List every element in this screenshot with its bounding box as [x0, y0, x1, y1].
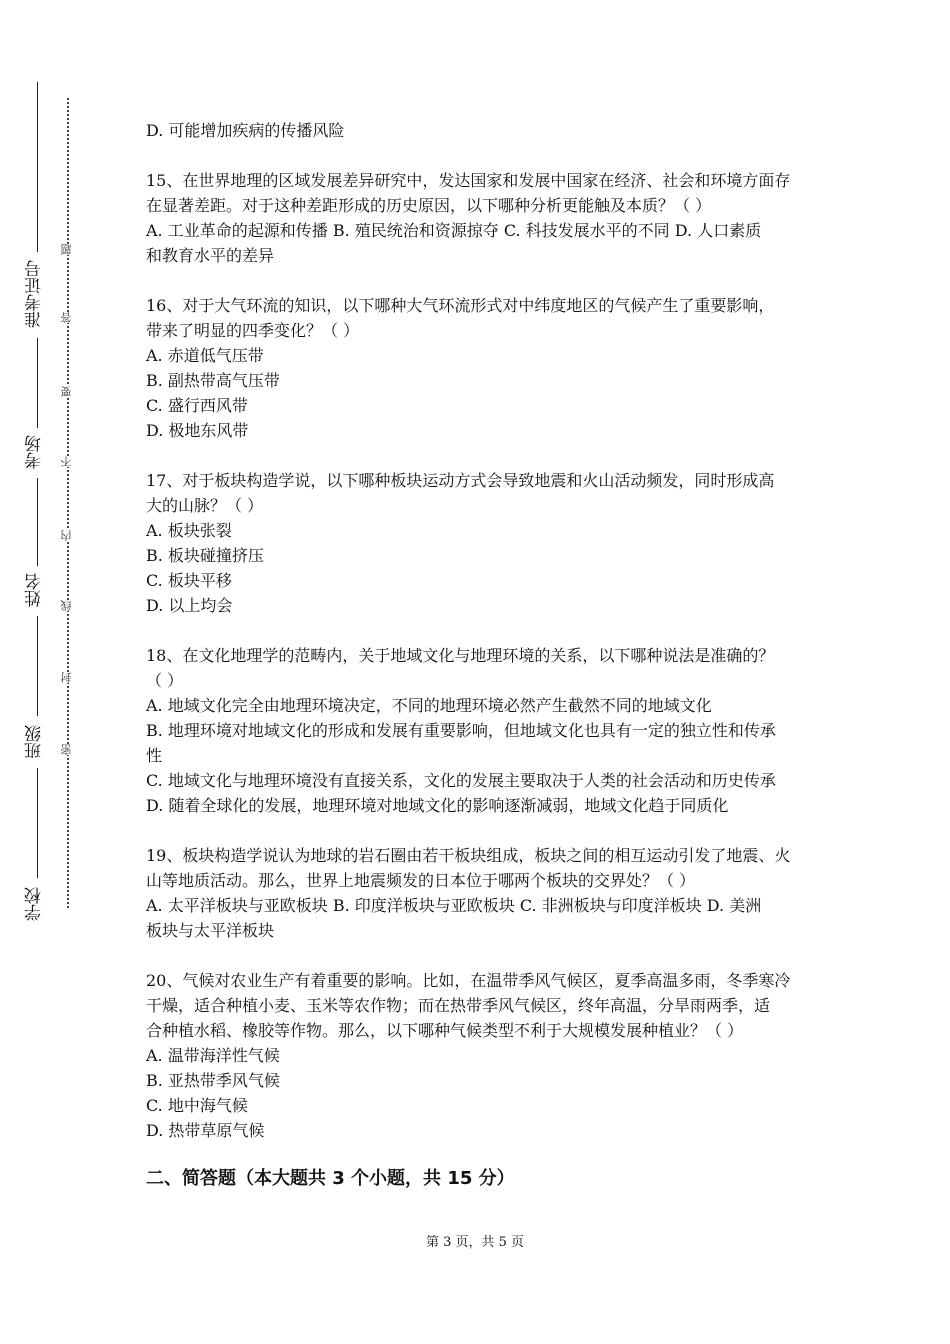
question-17 [146, 468, 814, 618]
section-heading: 二、简答题（本大题共 3 个小题，共 15 分） [146, 1168, 515, 1189]
q15-options-line: 和教育水平的差异 [146, 246, 275, 265]
question-18 [146, 643, 814, 818]
q19-stem-line: 山等地质活动。那么，世界上地震频发的日本位于哪两个板块的交界处？（ ） [146, 871, 696, 890]
q15-options-line: A. 工业革命的起源和传播 B. 殖民统治和资源掠夺 C. 科技发展水平的不同 D. 人口素质 [146, 221, 762, 240]
seal-word: 封 [60, 672, 73, 683]
seal-word: 密 [60, 744, 73, 755]
q20-stem-line: 干燥，适合种植小麦、玉米等农作物；而在热带季风气候区，终年高温，分旱雨两季，适 [146, 996, 771, 1015]
q17-option: C. 板块平移 [146, 571, 232, 590]
q16-option: B. 副热带高气压带 [146, 371, 280, 390]
q14-option-d: D. 可能增加疾病的传播风险 [146, 121, 345, 140]
q15-stem-line: 在显著差距。对于这种差距形成的历史原因，以下哪种分析更能触及本质？（ ） [146, 196, 712, 215]
q18-option: A. 地域文化完全由地理环境决定，不同的地理环境必然产生截然不同的地域文化 [146, 696, 712, 715]
q17-option: A. 板块张裂 [146, 521, 232, 540]
q19-options-line: A. 太平洋板块与亚欧板块 B. 印度洋板块与亚欧板块 C. 非洲板块与印度洋板块 D. 美洲 [146, 896, 762, 915]
q17-stem-line: 大的山脉？（ ） [146, 496, 264, 515]
q19-stem-line: 19、板块构造学说认为地球的岩石圈由若干板块组成，板块之间的相互运动引发了地震、火 [146, 846, 791, 865]
exam-room-label: 考场 [25, 435, 45, 469]
q20-option: A. 温带海洋性气候 [146, 1046, 280, 1065]
school-label: 学校 [25, 887, 45, 921]
seal-word: 内 [60, 530, 73, 541]
q17-option: B. 板块碰撞挤压 [146, 546, 264, 565]
q20-stem-line: 20、气候对农业生产有着重要的影响。比如，在温带季风气候区，夏季高温多雨，冬季寒冷 [146, 971, 791, 990]
seal-word: 要 [60, 386, 73, 397]
question-content [146, 118, 814, 1143]
q20-stem-line: 合种植水稻、橡胶等作物。那么，以下哪种气候类型不利于大规模发展种植业？（ ） [146, 1021, 744, 1040]
seal-dotted-line [67, 98, 69, 908]
name-label: 姓名 [25, 573, 45, 607]
q16-stem-line: 16、对于大气环流的知识，以下哪种大气环流形式对中纬度地区的气候产生了重要影响， [146, 296, 775, 315]
seal-word: 不 [60, 456, 73, 467]
question-19 [146, 843, 814, 943]
page-number: 第 3 页，共 5 页 [425, 1235, 525, 1250]
q18-stem-line: （ ） [146, 671, 184, 690]
q19-options-line: 板块与太平洋板块 [146, 921, 275, 940]
class-line [37, 616, 38, 716]
q18-stem-line: 18、在文化地理学的范畴内，关于地域文化与地理环境的关系，以下哪种说法是准确的？ [146, 646, 775, 665]
q16-option: C. 盛行西风带 [146, 396, 248, 415]
q15-stem-line: 15、在世界地理的区域发展差异研究中，发达国家和发展中国家在经济、社会和环境方面存 [146, 171, 791, 190]
seal-word: 答 [60, 312, 73, 323]
q20-option: C. 地中海气候 [146, 1096, 248, 1115]
school-line [37, 768, 38, 878]
q20-option: D. 热带草原气候 [146, 1121, 265, 1140]
q20-option: B. 亚热带季风气候 [146, 1071, 280, 1090]
q16-stem-line: 带来了明显的四季变化？（ ） [146, 321, 360, 340]
q16-option: A. 赤道低气压带 [146, 346, 264, 365]
seal-word: 线 [60, 600, 73, 611]
q18-option: D. 随着全球化的发展，地理环境对地域文化的影响逐渐减弱，地域文化趋于同质化 [146, 796, 729, 815]
exam-id-line [37, 82, 38, 252]
question-16 [146, 293, 814, 443]
q17-option: D. 以上均会 [146, 596, 233, 615]
q16-option: D. 极地东风带 [146, 421, 249, 440]
question-15 [146, 168, 814, 268]
name-line [37, 478, 38, 566]
exam-id-label: 准考证号 [25, 260, 45, 328]
exam-room-line [37, 338, 38, 428]
seal-word: 题 [60, 244, 73, 255]
q17-stem-line: 17、对于板块构造学说，以下哪种板块运动方式会导致地震和火山活动频发，同时形成高 [146, 471, 775, 490]
class-label: 班级 [25, 725, 45, 759]
q18-option: B. 地理环境对地域文化的形成和发展有重要影响，但地域文化也具有一定的独立性和传承 [146, 721, 776, 740]
question-20 [146, 968, 814, 1143]
q18-option: C. 地域文化与地理环境没有直接关系，文化的发展主要取决于人类的社会活动和历史传承 [146, 771, 776, 790]
q18-option: 性 [146, 746, 163, 765]
